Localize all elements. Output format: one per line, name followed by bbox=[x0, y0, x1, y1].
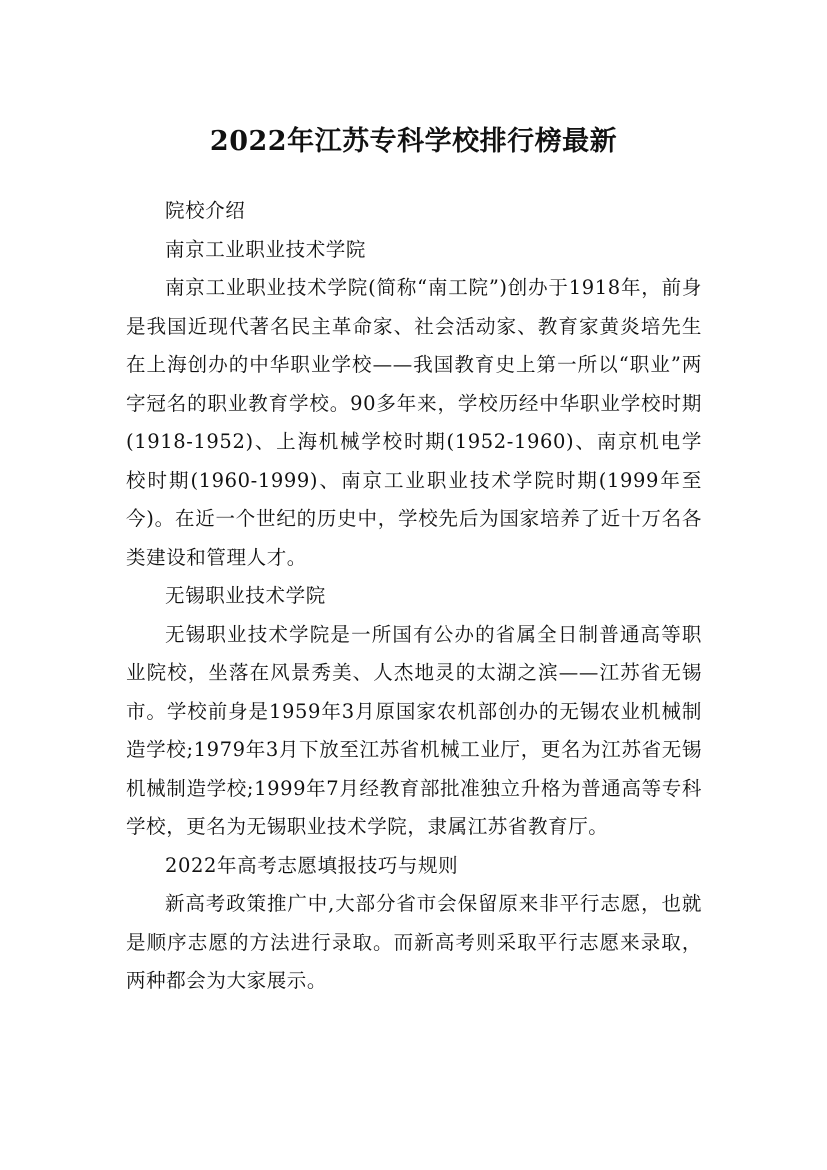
document-body bbox=[126, 192, 702, 1001]
paragraph-wuxi-polytechnic: 无锡职业技术学院是一所国有公办的省属全日制普通高等职业院校，坐落在风景秀美、人杰地灵的太湖之滨——江苏省无锡市。学校前身是1959年3月原国家农机部创办的无锡农业机械制造学校;1979年3月下放至江苏省机械工业厅，更名为江苏省无锡机械制造学校;1999年7月经教育部批准独立升格为普通高等专科学校，更名为无锡职业技术学院，隶属江苏省教育厅。 bbox=[126, 622, 702, 838]
paragraph-application-tips: 新高考政策推广中,大部分省市会保留原来非平行志愿，也就是顺序志愿的方法进行录取。而新高考则采取平行志愿来录取，两种都会为大家展示。 bbox=[126, 892, 702, 992]
section-heading-wuxi-polytechnic: 无锡职业技术学院 bbox=[165, 584, 326, 607]
document-title: 2022年江苏专科学校排行榜最新 bbox=[209, 126, 618, 158]
paragraph-nanjing-polytechnic: 南京工业职业技术学院(简称“南工院”)创办于1918年，前身是我国近现代著名民主革命家、社会活动家、教育家黄炎培先生在上海创办的中华职业学校——我国教育史上第一所以“职业”两字冠名的职业教育学校。90多年来，学校历经中华职业学校时期(1918-1952)、上海机械学校时期(1952-1960)、南京机电学校时期(1960-1999)、南京工业职业技术学院时期(1999年至今)。在近一个世纪的历史中，学校先后为国家培养了近十万名各类建设和管理人才。 bbox=[126, 276, 702, 569]
section-heading-application-tips: 2022年高考志愿填报技巧与规则 bbox=[165, 853, 459, 877]
section-heading-nanjing-polytechnic: 南京工业职业技术学院 bbox=[165, 237, 367, 261]
section-heading-school-intro: 院校介绍 bbox=[165, 199, 246, 222]
